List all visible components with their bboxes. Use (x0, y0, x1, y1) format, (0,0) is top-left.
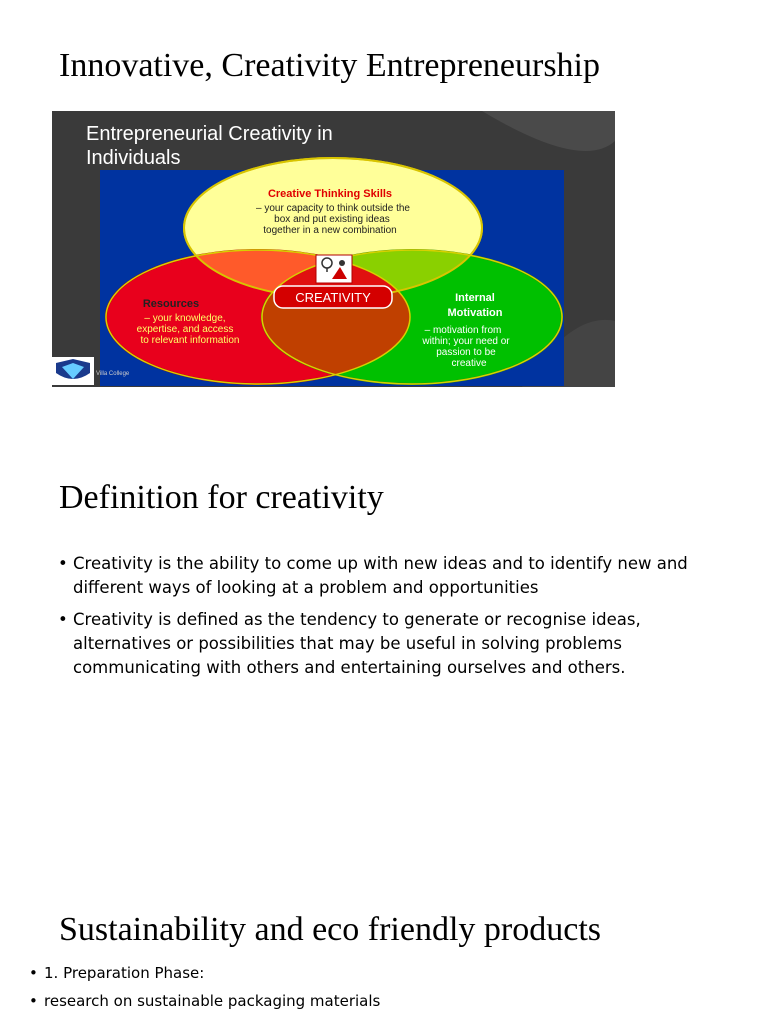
top-circle-text-2: box and put existing ideas (274, 214, 390, 225)
definition-item: • Creativity is the ability to come up with new ideas and to identify new and different ways of looking at a problem and opportunities (58, 552, 723, 600)
creativity-venn-figure (52, 111, 615, 387)
right-circle-title-2: Motivation (447, 307, 503, 319)
top-circle-title: Creative Thinking Skills (267, 188, 393, 200)
definition-item: • Creativity is defined as the tendency to generate or recognise ideas, alternatives or possibilities that may be useful in solving problems communicating with others and entertaining ourselves and others. (58, 608, 723, 680)
phase-item: • 1. Preparation Phase: (29, 959, 380, 987)
slide-title-definition: Definition for creativity (59, 479, 384, 516)
lightbulb-icon (316, 255, 352, 283)
top-circle-text-3: together in a new combination (263, 225, 397, 236)
left-circle-text-3: to relevant information (140, 335, 240, 346)
phase-list (29, 959, 380, 1015)
top-circle-text-1: – your capacity to think outside the (256, 203, 410, 214)
center-label: CREATIVITY (295, 290, 371, 305)
slide-title-innovation: Innovative, Creativity Entrepreneurship (59, 47, 600, 84)
right-circle-text-3: passion to be (436, 347, 496, 358)
phase-item: • research on sustainable packaging materials (29, 987, 380, 1015)
logo-caption: Villa College (96, 371, 130, 377)
left-circle-text-2: expertise, and access (136, 324, 234, 335)
definition-list (58, 552, 723, 688)
right-circle-title-1: Internal (455, 292, 495, 304)
slide-title-sustainability: Sustainability and eco friendly products (59, 911, 601, 948)
left-circle-title: Resources (142, 298, 200, 310)
right-circle-text-1: – motivation from (424, 325, 502, 336)
right-circle-text-2: within; your need or (422, 336, 510, 347)
figure-heading-line1: Entrepreneurial Creativity in (86, 123, 333, 145)
left-circle-text-1: – your knowledge, (144, 313, 226, 324)
figure-heading-line2: Individuals (86, 147, 181, 169)
venn-diagram (52, 111, 615, 387)
right-circle-text-4: creative (451, 358, 487, 369)
